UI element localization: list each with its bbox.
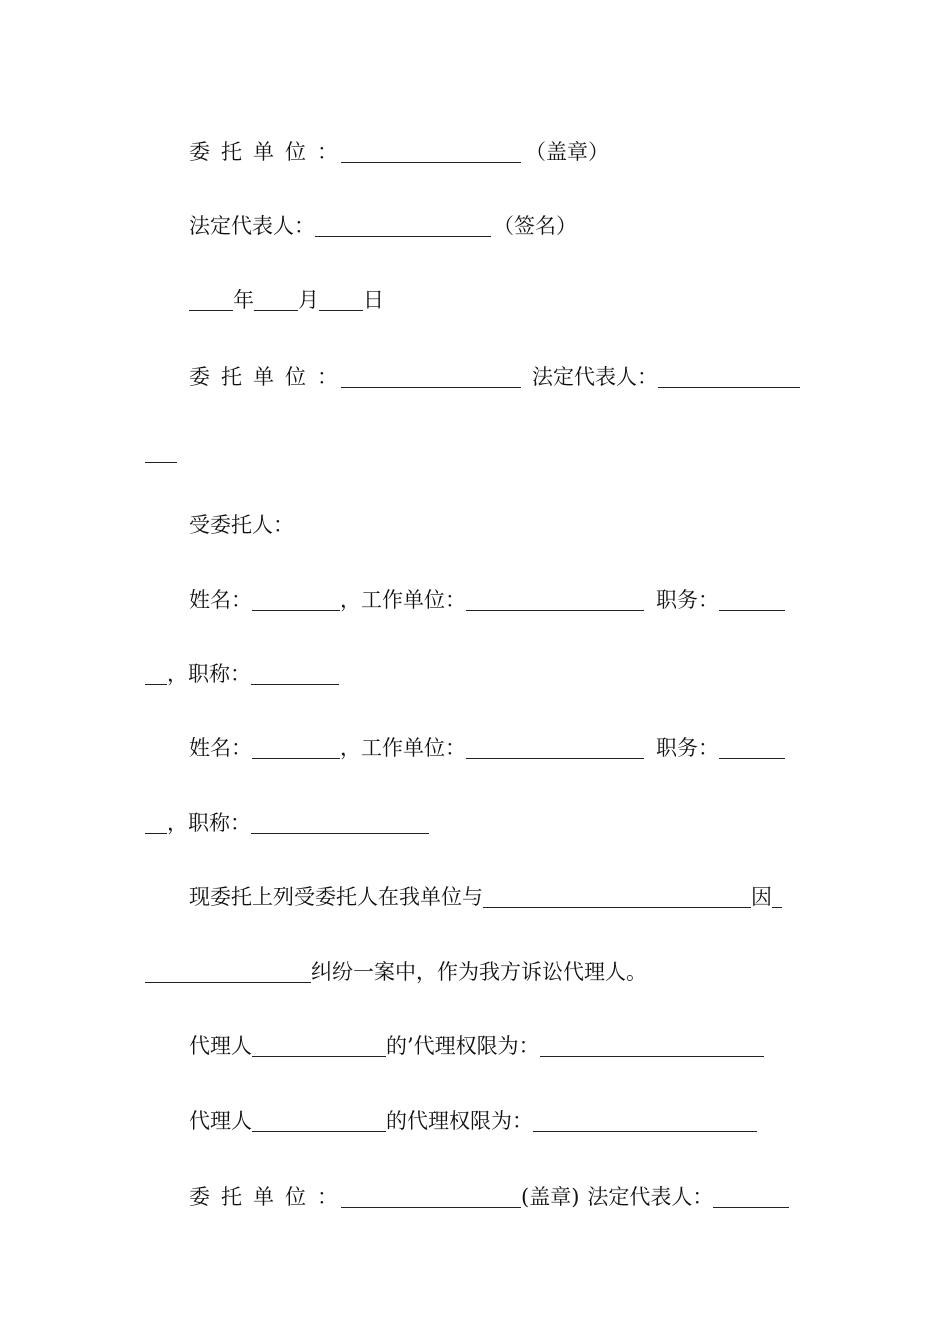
title-blank-1	[251, 653, 339, 685]
duty-blank-1-cont	[145, 653, 167, 685]
dispute-line	[145, 956, 647, 988]
name-blank-2	[252, 727, 340, 759]
agent-1-label: 代理人	[189, 1034, 252, 1058]
duty-label-1: 职务：	[656, 588, 719, 612]
duty-label-2: 职务：	[656, 736, 719, 760]
legal-representative-line	[189, 210, 577, 242]
title-label-1: ，职称：	[167, 662, 251, 686]
name-label-2: 姓名：	[189, 736, 252, 760]
title-blank-2	[251, 802, 429, 834]
work-unit-blank-1	[466, 579, 644, 611]
entrusting-unit-line-3	[189, 1181, 789, 1213]
agent-1-blank	[252, 1025, 386, 1057]
year-label: 年	[233, 288, 254, 312]
agent-2-authority-line	[189, 1105, 757, 1137]
trustee-1-line	[189, 584, 785, 616]
agent-1-authority-line	[189, 1030, 764, 1062]
entrusting-unit-blank-3	[341, 1176, 521, 1208]
counterparty-blank	[483, 876, 751, 908]
dispute-blank	[145, 951, 311, 983]
agent-2-label: 代理人	[189, 1109, 252, 1133]
legal-representative-blank	[315, 205, 491, 237]
agent-1-authority-blank	[540, 1025, 764, 1057]
legal-representative-label-3: 法定代表人：	[587, 1185, 714, 1209]
entrusting-unit-label: 委托单位：	[189, 140, 349, 164]
seal-note-3: (盖章)	[521, 1185, 580, 1209]
month-blank	[254, 279, 298, 311]
work-unit-label-2: 工作单位：	[361, 736, 466, 760]
duty-blank-2-cont	[145, 802, 167, 834]
entrusting-unit-blank	[341, 131, 521, 163]
trustee-1-title-line	[145, 658, 339, 690]
legal-representative-label: 法定代表人：	[189, 214, 315, 238]
month-label: 月	[298, 288, 319, 312]
entrusting-unit-label-2: 委托单位：	[189, 365, 349, 389]
entrusting-unit-line	[189, 136, 609, 168]
trustee-2-line	[189, 732, 785, 764]
day-blank	[319, 279, 363, 311]
agent-2-authority-blank	[533, 1100, 757, 1132]
trustee-2-title-line	[145, 807, 429, 839]
work-unit-blank-2	[466, 727, 644, 759]
year-blank	[189, 279, 233, 311]
seal-note: （盖章）	[525, 140, 609, 164]
entrustment-line	[189, 881, 782, 913]
agent-2-blank	[252, 1100, 386, 1132]
duty-blank-2	[719, 727, 785, 759]
comma-1: ，	[340, 588, 361, 612]
name-blank-1	[252, 579, 340, 611]
wrapped-blank-line	[145, 436, 177, 468]
comma-2: ，	[340, 736, 361, 760]
day-label: 日	[363, 288, 384, 312]
dispute-text: 纠纷一案中，作为我方诉讼代理人。	[311, 960, 647, 984]
signature-note: （签名）	[493, 214, 577, 238]
work-unit-label-1: 工作单位：	[361, 588, 466, 612]
title-label-2: ，职称：	[167, 811, 251, 835]
trustee-heading	[189, 509, 294, 541]
entrusting-unit-line-2	[189, 361, 800, 393]
duty-blank-1	[719, 579, 785, 611]
date-line	[189, 284, 384, 316]
legal-representative-label-2: 法定代表人：	[532, 365, 658, 389]
agent-2-authority-label: 的代理权限为：	[386, 1109, 533, 1133]
trustee-label: 受委托人：	[189, 513, 294, 537]
entrusting-unit-blank-2	[341, 356, 521, 388]
wrapped-blank	[145, 431, 177, 463]
cause-label: 因	[751, 885, 772, 909]
name-label-1: 姓名：	[189, 588, 252, 612]
legal-representative-blank-2	[658, 356, 800, 388]
entrusting-unit-label-3: 委托单位：	[189, 1185, 349, 1209]
entrustment-text: 现委托上列受委托人在我单位与	[189, 885, 483, 909]
cause-blank	[772, 876, 782, 908]
legal-representative-blank-3	[713, 1176, 789, 1208]
agent-1-authority-label: 的’代理权限为：	[386, 1034, 540, 1058]
